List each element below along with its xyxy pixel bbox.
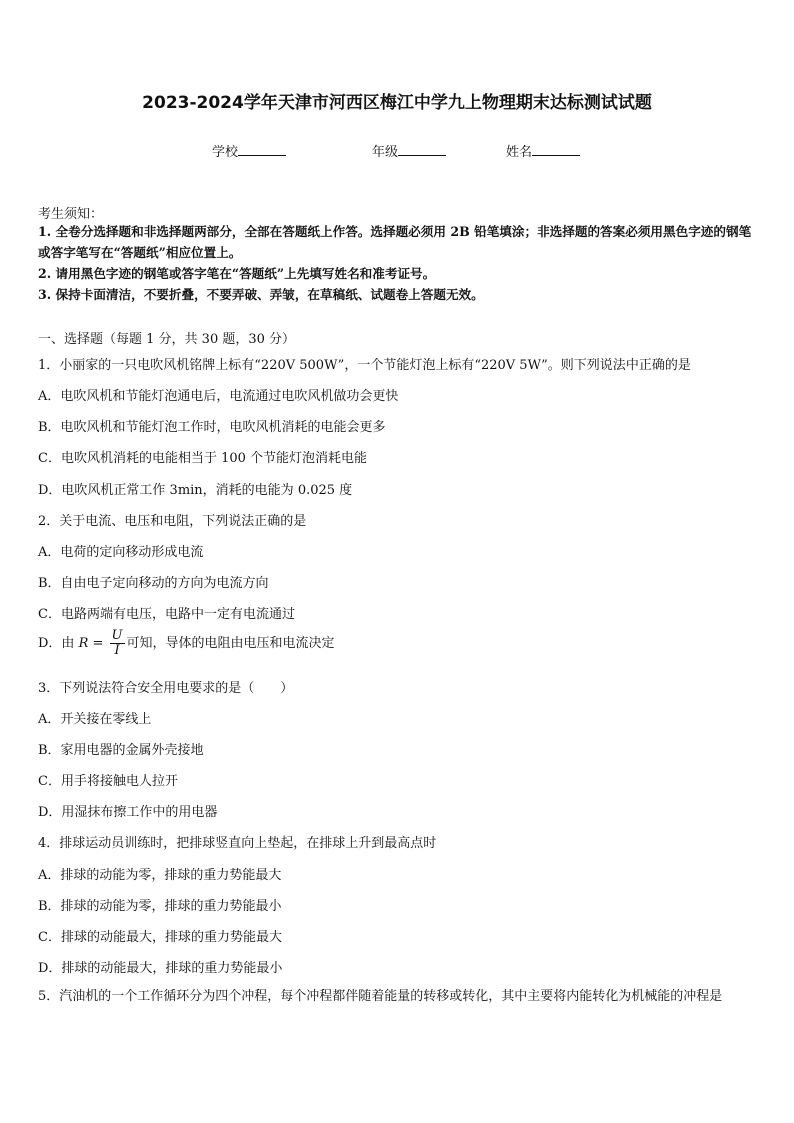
grade-field xyxy=(372,141,446,160)
note-item-2: 2. 请用黑色字迹的钢笔或答字笔在“答题纸”上先填写姓名和准考证号。 xyxy=(38,266,436,281)
school-blank xyxy=(238,143,286,156)
grade-blank xyxy=(398,143,446,156)
school-label: 学校 xyxy=(212,145,239,160)
q3-stem: 3．下列说法符合安全用电要求的是（ ） xyxy=(38,681,294,696)
q3-option-a: A．开关接在零线上 xyxy=(38,712,152,727)
q4-option-a: A．排球的动能为零，排球的重力势能最大 xyxy=(38,868,282,883)
q2-d-prefix: D．由 xyxy=(38,636,75,651)
formula-equals: = xyxy=(88,636,108,651)
q4-option-c: C．排球的动能最大，排球的重力势能最大 xyxy=(38,930,282,945)
q1-option-b: B．电吹风机和节能灯泡工作时，电吹风机消耗的电能会更多 xyxy=(38,420,386,435)
name-blank xyxy=(532,143,580,156)
q3-option-c: C．用手将接触电人拉开 xyxy=(38,774,178,789)
q1-stem: 1．小丽家的一只电吹风机铭牌上标有“220V 500W”，一个节能灯泡上标有“220V 5W”。则下列说法中正确的是 xyxy=(38,358,691,373)
q2-option-a: A．电荷的定向移动形成电流 xyxy=(38,545,204,560)
name-label: 姓名 xyxy=(506,145,533,160)
name-field xyxy=(506,141,580,160)
q5-stem: 5．汽油机的一个工作循环分为四个冲程，每个冲程都伴随着能量的转移或转化，其中主要将内能转化为机械能的冲程是 xyxy=(38,989,723,1004)
note-item-3: 3. 保持卡面清洁，不要折叠，不要弄破、弄皱，在草稿纸、试题卷上答题无效。 xyxy=(38,287,484,302)
school-field xyxy=(212,141,286,160)
q4-stem: 4．排球运动员训练时，把排球竖直向上垫起，在排球上升到最高点时 xyxy=(38,836,437,851)
q3-option-b: B．家用电器的金属外壳接地 xyxy=(38,743,204,758)
q1-option-d: D．电吹风机正常工作 3min，消耗的电能为 0.025 度 xyxy=(38,483,353,498)
q3-option-d: D．用湿抹布擦工作中的用电器 xyxy=(38,805,218,820)
q2-option-d xyxy=(38,629,760,658)
formula-denominator: I xyxy=(114,643,120,658)
formula-numerator: U xyxy=(111,628,123,643)
q2-stem: 2．关于电流、电压和电阻，下列说法正确的是 xyxy=(38,514,307,529)
grade-label: 年级 xyxy=(372,145,399,160)
q1-option-a: A．电吹风机和节能灯泡通电后，电流通过电吹风机做功会更快 xyxy=(38,389,399,404)
q4-option-d: D．排球的动能最大，排球的重力势能最小 xyxy=(38,961,283,976)
q2-d-suffix: 可知，导体的电阻由电压和电流决定 xyxy=(126,636,335,651)
exam-title: 2023-2024学年天津市河西区梅江中学九上物理期末达标测试试题 xyxy=(142,93,652,113)
formula-r: R xyxy=(78,636,89,651)
note-item-1: 1. 全卷分选择题和非选择题两部分，全部在答题纸上作答。选择题必须用 2B 铅笔填涂；非选择题的答案必须用黑色字迹的钢笔或答字笔写在“答题纸”相应位置上。 xyxy=(38,224,752,260)
formula-fraction xyxy=(110,629,125,658)
notes-heading: 考生须知： xyxy=(38,207,104,222)
section-title: 一、选择题（每题 1 分，共 30 题，30 分） xyxy=(38,332,296,347)
q2-option-c: C．电路两端有电压，电路中一定有电流通过 xyxy=(38,607,295,622)
q1-option-c: C．电吹风机消耗的电能相当于 100 个节能灯泡消耗电能 xyxy=(38,451,368,466)
q4-option-b: B．排球的动能为零，排球的重力势能最小 xyxy=(38,899,282,914)
q2-option-b: B．自由电子定向移动的方向为电流方向 xyxy=(38,576,269,591)
